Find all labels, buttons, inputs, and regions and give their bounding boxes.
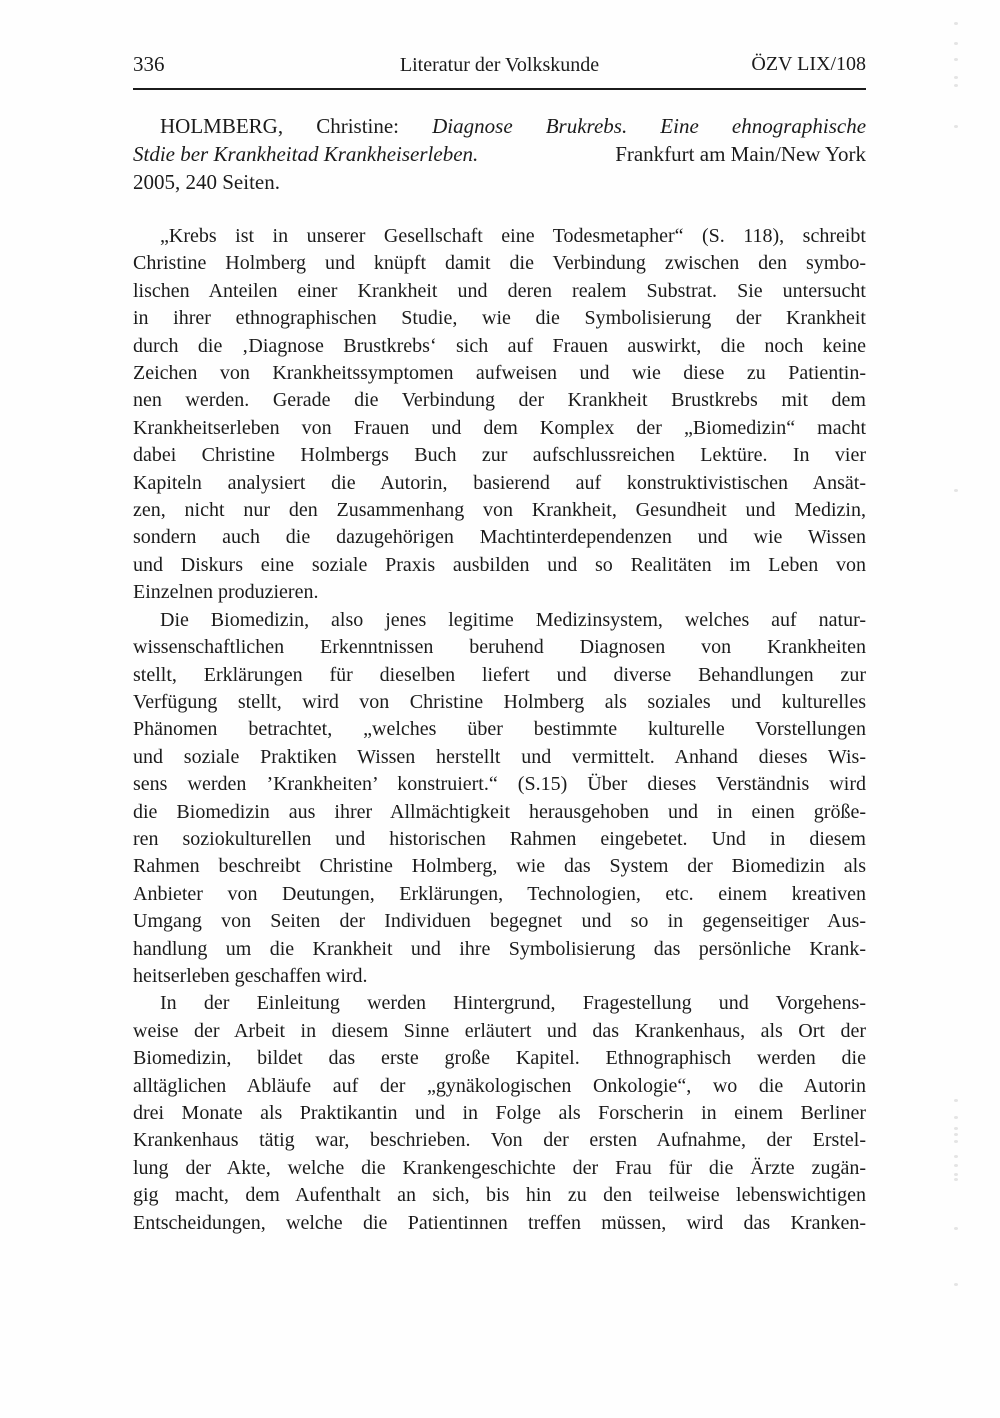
text-line: Christine Holmberg und knüpft damit die Verbindung zwischen den symbo-: [133, 252, 866, 275]
text-line: „Krebs ist in unserer Gesellschaft eine Todesmetapher“ (S. 118), schreibt: [160, 225, 866, 247]
scan-artifact-dot: [954, 42, 958, 45]
text-line: In der Einleitung werden Hintergrund, Fragestellung und Vorgehens-: [160, 992, 866, 1015]
citation-title-part1: Diagnose Brukrebs. Eine ehnographische: [432, 114, 867, 138]
scan-artifact-dot: [954, 58, 958, 61]
text-line: Entscheidungen, welche die Patientinnen treffen müssen, wird das Kranken-: [133, 1211, 866, 1234]
citation-line-1: [133, 112, 866, 140]
text-line: stellt, Erklärungen für dieselben liefert und diverse Behandlungen zur: [133, 663, 866, 686]
text-line: wissenschaftlichen Erkenntnissen beruhend Diagnosen von Krankheiten: [133, 636, 866, 659]
text-line: weise der Arbeit in diesem Sinne erläutert und das Krankenhaus, als Ort der: [133, 1019, 866, 1042]
text-line: Phänomen betrachtet, „welches über bestimmte kulturelle Vorstellungen: [133, 718, 866, 741]
text-line: Rahmen beschreibt Christine Holmberg, wie das System der Biomedizin als: [133, 855, 866, 878]
text-line: zen, nicht nur den Zusammenhang von Krankheit, Gesundheit und Medizin,: [133, 499, 866, 522]
text-line: in ihrer ethnographischen Studie, wie die Symbolisierung der Krankheit: [133, 307, 866, 330]
text-line: durch die ‚Diagnose Brustkrebs‘ sich auf Frauen auswirkt, die noch keine: [133, 334, 866, 357]
scan-artifact-dot: [954, 1133, 958, 1136]
scan-artifact-dot: [954, 125, 958, 128]
citation-year-pages: 2005, 240 Seiten.: [133, 170, 280, 194]
text-line: Biomedizin, bildet das erste große Kapitel. Ethnographisch werden die: [133, 1047, 866, 1070]
text-line: lischen Anteilen einer Krankheit und deren realem Substrat. Sie untersucht: [133, 279, 866, 302]
text-line: ren soziokulturellen und historischen Rahmen eingebetet. Und in diesem: [133, 827, 866, 850]
scan-artifact-dot: [954, 1173, 958, 1176]
scan-artifact-dot: [954, 84, 958, 87]
text-line: Umgang von Seiten der Individuen begegnet und so in gegenseitiger Aus-: [133, 910, 866, 933]
text-line: lung der Akte, welche die Krankengeschichte der Frau für die Ärzte zugän-: [133, 1156, 866, 1179]
text-line: die Biomedizin aus ihrer Allmächtigkeit herausgehoben und in einen größe-: [133, 800, 866, 823]
text-line: gig macht, dem Aufenthalt an sich, bis hin zu den teilweise lebenswichtigen: [133, 1184, 866, 1207]
header-rule: [133, 88, 866, 90]
text-line: und Diskurs eine soziale Praxis ausbilden und so Realitäten im Leben von: [133, 553, 866, 576]
text-line: sens werden ’Krankheiten’ konstruiert.“ (S.15) Über dieses Verständnis wird: [133, 773, 866, 796]
text-line: dabei Christine Holmbergs Buch zur aufschlussreichen Lektüre. In vier: [133, 444, 866, 467]
text-line: Krankheitserleben von Frauen und dem Komplex der „Biomedizin“ macht: [133, 416, 866, 439]
running-title: Literatur der Volkskunde: [399, 54, 600, 76]
scan-artifact-dot: [954, 1140, 958, 1143]
text-line: sondern auch die dazugehörigen Machtinterdependenzen und wie Wissen: [133, 526, 866, 549]
text-line: Einzelnen produzieren.: [133, 581, 319, 604]
scan-artifact-dot: [954, 1127, 958, 1130]
scan-artifact-dot: [954, 1227, 958, 1230]
citation-title-part2: Stdie ber Krankheitad Krankheiserleben.: [133, 142, 479, 166]
text-line: drei Monate als Praktikantin und in Folge als Forscherin in einem Berliner: [133, 1102, 866, 1124]
running-head: [133, 50, 866, 78]
review-body: [133, 223, 866, 1237]
text-line: Krankenhaus tätig war, beschrieben. Von der ersten Aufnahme, der Erstel-: [133, 1129, 866, 1152]
scan-artifact-dot: [954, 1283, 958, 1286]
scan-artifact-dot: [954, 1116, 958, 1119]
issue-reference: ÖZV LIX/108: [751, 53, 866, 75]
scan-artifact-dot: [954, 1164, 958, 1167]
scan-artifact-dot: [954, 489, 958, 492]
text-line: nen werden. Gerade die Verbindung der Krankheit Brustkrebs mit dem: [133, 389, 866, 412]
citation-block: [133, 112, 866, 196]
scan-artifact-dot: [954, 1155, 958, 1158]
citation-place: Frankfurt am Main/New York: [615, 142, 866, 166]
text-line: und soziale Praktiken Wissen herstellt und vermittelt. Anhand dieses Wis-: [133, 745, 866, 768]
text-line: Verfügung stellt, wird von Christine Holmberg als soziales und kulturelles: [133, 690, 866, 713]
text-line: Zeichen von Krankheitssymptomen aufweisen und wie diese zu Patientin-: [133, 362, 866, 385]
text-line: heitserleben geschaffen wird.: [133, 964, 368, 987]
citation-line-2: [133, 140, 866, 168]
citation-author: HOLMBERG, Christine:: [160, 114, 400, 138]
text-line: Anbieter von Deutungen, Erklärungen, Technologien, etc. einem kreativen: [133, 882, 866, 905]
text-line: handlung um die Krankheit und ihre Symbolisierung das persönliche Krank-: [133, 937, 866, 960]
page-number: 336: [133, 52, 165, 76]
scan-artifact-dot: [954, 76, 958, 79]
text-line: alltäglichen Abläufe auf der „gynäkologischen Onkologie“, wo die Autorin: [133, 1074, 866, 1097]
text-line: Die Biomedizin, also jenes legitime Medizinsystem, welches auf natur-: [160, 608, 866, 631]
scan-artifact-dot: [954, 1099, 958, 1102]
scan-artifact-dot: [954, 22, 958, 25]
scan-artifact-dot: [954, 1178, 958, 1181]
citation-line-3: [133, 168, 866, 196]
text-line: Kapiteln analysiert die Autorin, basierend auf konstruktivistischen Ansät-: [133, 471, 866, 494]
